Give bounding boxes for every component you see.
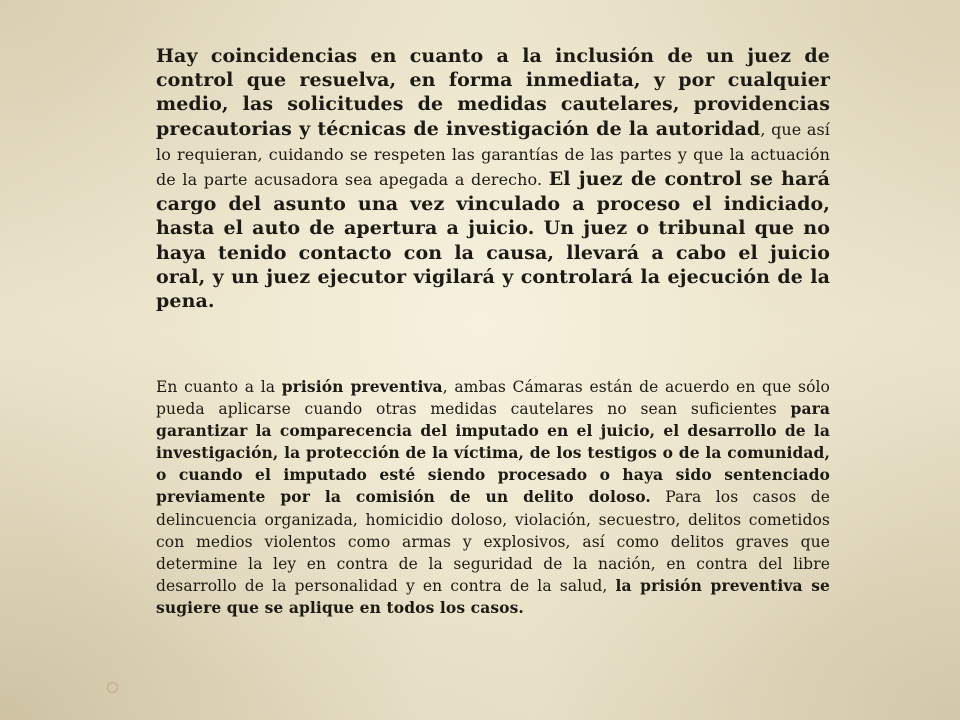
paragraph-2-text-intro: En cuanto a la <box>156 378 282 396</box>
paragraph-2-text-cases: Para los casos de delincuencia organizada, homicidio doloso, violación, secuestro, delitos cometidos con medios violentos como armas y explosivos, así como delitos graves que determine la ley en contra de la seguridad de la nación, en contra del libre desarrollo de la personalidad y en contra de la salud, <box>156 488 831 595</box>
paragraph-judge-control <box>156 44 830 313</box>
paragraph-preventive-detention <box>156 376 830 619</box>
paragraph-2-bold-conclusion: la prisión preventiva se sugiere que se aplique en todos los casos. <box>156 575 831 617</box>
paragraph-2-bold-term: prisión preventiva <box>281 377 443 396</box>
paragraph-1-bold-conclusion: El juez de control se hará cargo del asunto una vez vinculado a proceso el indiciado, hasta el auto de apertura a juicio. Un juez o tribunal que no haya tenido contacto con la causa, llevará a cabo el juicio oral, y un juez ejecutor vigilará y controlará la ejecución de la pena. <box>156 168 831 313</box>
paragraph-2-bold-conditions: para garantizar la comparecencia del imputado en el juicio, el desarrollo de la investigación, la protección de la víctima, de los testigos o de la comunidad, o cuando el imputado esté siendo procesado o haya sido sentenciado previamente por la comisión de un delito doloso. <box>156 399 830 507</box>
circle-bullet-icon <box>107 682 118 693</box>
paragraph-2-text-agreement: , ambas Cámaras están de acuerdo en que sólo pueda aplicarse cuando otras medidas cautelares no sean suficientes <box>156 378 830 419</box>
paragraph-1-bold-intro: Hay coincidencias en cuanto a la inclusión de un juez de control que resuelva, en forma inmediata, y por cualquier medio, las solicitudes de medidas cautelares, providencias precautorias y técnicas de investigación de la autoridad <box>156 45 830 140</box>
paragraph-1-regular-text: , que así lo requieran, cuidando se respeten las garantías de las partes y que la actuación de la parte acusadora sea apegada a derecho. <box>156 119 830 190</box>
